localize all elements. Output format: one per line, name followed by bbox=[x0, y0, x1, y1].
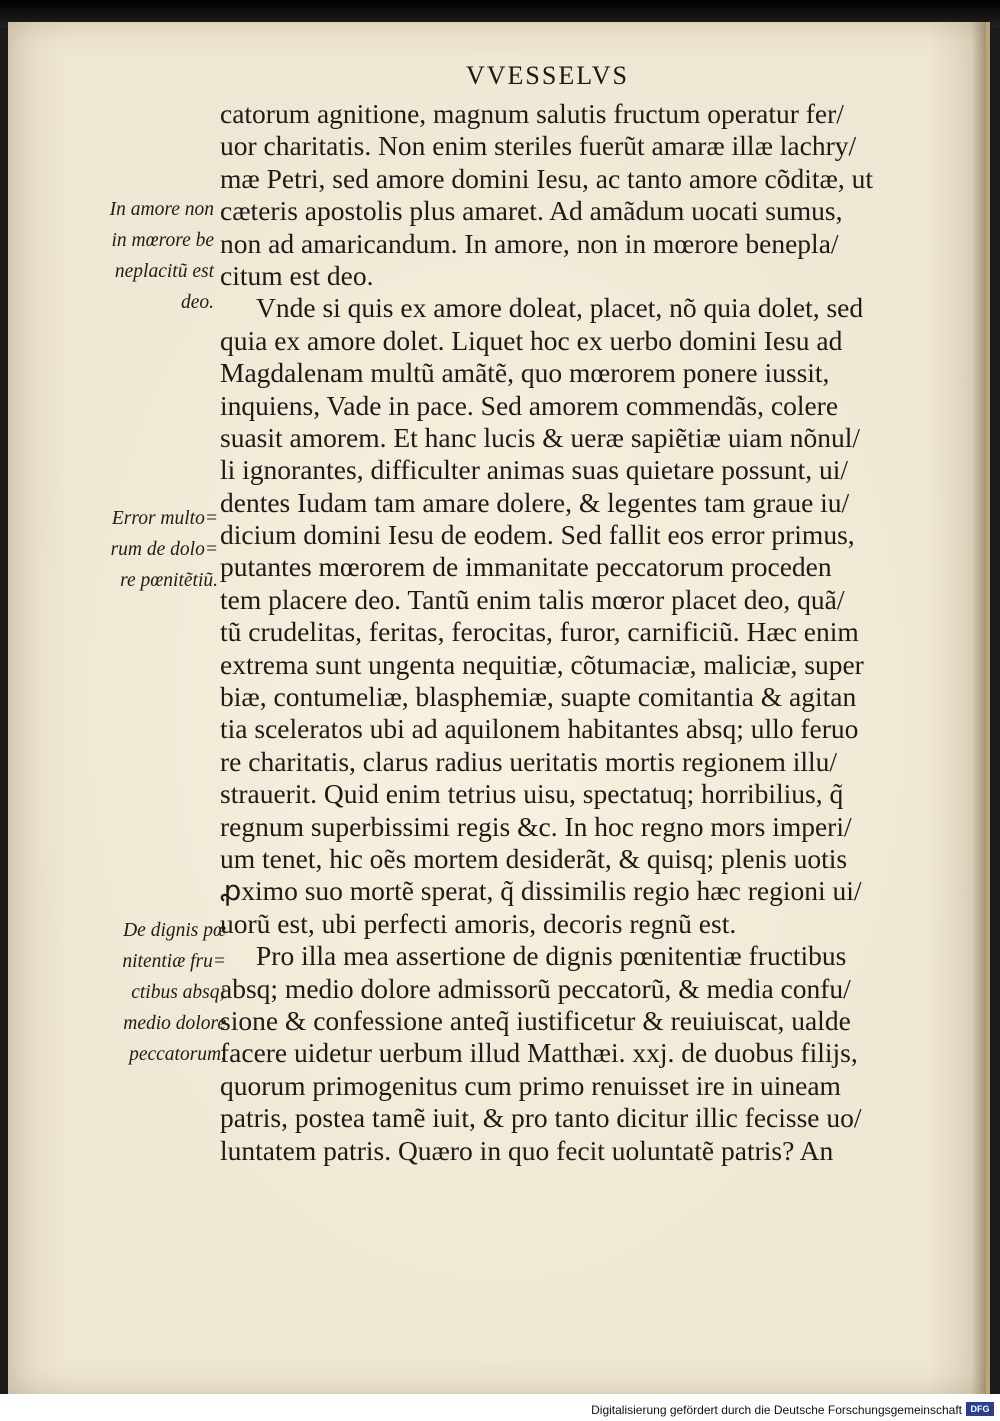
digitization-credit: Digitalisierung gefördert durch die Deutsche Forschungsgemeinschaft bbox=[591, 1403, 962, 1417]
text-line: non ad amaricandum. In amore, non in mœrore benepla/ bbox=[220, 227, 839, 259]
text-line: patris, postea tamẽ iuit, & pro tanto dicitur illic fecisse uo/ bbox=[220, 1102, 862, 1134]
margin-note-line: in mœrore be bbox=[111, 230, 214, 251]
text-line: dicium domini Iesu de eodem. Sed fallit eos error primus, bbox=[220, 519, 855, 551]
text-line: citum est deo. bbox=[220, 259, 374, 291]
text-line: luntatem patris. Quæro in quo fecit uoluntatẽ patris? An bbox=[220, 1134, 834, 1166]
text-line: dentes Iudam tam amare dolere, & legentes tam graue iu/ bbox=[220, 486, 850, 518]
text-line: re charitatis, clarus radius ueritatis mortis regionem illu/ bbox=[220, 745, 838, 777]
margin-note-line: Error multo= bbox=[111, 508, 218, 529]
text-line: catorum agnitione, magnum salutis fructum operatur fer/ bbox=[220, 98, 844, 129]
text-line: quia ex amore dolet. Liquet hoc ex uerbo domini Iesu ad bbox=[220, 324, 843, 356]
margin-note-line: re pœnitẽtiũ. bbox=[120, 570, 218, 591]
text-line: uorũ est, ubi perfecti amoris, decoris regnũ est. bbox=[220, 907, 737, 939]
text-line: putantes mœrorem de immanitate peccatorum proceden bbox=[220, 551, 832, 583]
margin-note-line: ctibus absq; bbox=[131, 982, 226, 1003]
margin-note-line: deo. bbox=[180, 292, 214, 313]
text-line: li ignorantes, difficulter animas suas quietare possunt, ui/ bbox=[220, 454, 849, 486]
text-line: mæ Petri, sed amore domini Iesu, ac tanto amore cõditæ, ut bbox=[220, 162, 873, 194]
text-line: Vnde si quis ex amore doleat, placet, nõ quia dolet, sed bbox=[256, 292, 864, 324]
body-text bbox=[220, 98, 910, 1167]
text-line: regnum superbissimi regis &c. In hoc regno mors imperi/ bbox=[220, 810, 852, 842]
text-line: tem placere deo. Tantũ enim talis mœror placet deo, quã/ bbox=[220, 583, 845, 615]
dfg-logo: DFG bbox=[966, 1402, 994, 1416]
text-line: inquiens, Vade in pace. Sed amorem commendãs, colere bbox=[220, 389, 839, 421]
text-line: sione & confessione anteq̃ iustificetur & reuiuiscat, ualde bbox=[220, 1004, 851, 1036]
margin-note-line: In amore non bbox=[109, 199, 214, 220]
text-line: facere uidetur uerbum illud Matthæi. xxj. de duobus filijs, bbox=[220, 1037, 858, 1069]
margin-note-line: De dignis pœ bbox=[123, 920, 226, 941]
text-line: suasit amorem. Et hanc lucis & ueræ sapiẽtiæ uiam nõnul/ bbox=[220, 421, 861, 453]
margin-note-line: neplacitũ est bbox=[114, 261, 214, 282]
margin-note-amore bbox=[80, 194, 214, 318]
text-line: absq; medio dolore admissorũ peccatorũ, & media confu/ bbox=[220, 972, 851, 1004]
margin-note-error bbox=[80, 503, 218, 596]
text-line: um tenet, hic oẽs mortem desiderãt, & quisq; plenis uotis bbox=[220, 842, 848, 874]
text-line: tũ crudelitas, feritas, ferocitas, furor, carnificiũ. Hæc enim bbox=[220, 616, 859, 648]
text-line: quorum primogenitus cum primo renuisset ire in uineam bbox=[220, 1069, 841, 1101]
margin-note-dignis bbox=[80, 915, 226, 1070]
text-line: extrema sunt ungenta nequitiæ, cõtumaciæ, maliciæ, super bbox=[220, 648, 864, 680]
text-line: biæ, contumeliæ, blasphemiæ, suapte comitantia & agitan bbox=[220, 681, 857, 713]
margin-note-line: nitentiæ fru= bbox=[122, 951, 226, 972]
text-line: strauerit. Quid enim tetrius uisu, spectatuq; horribilius, q̃ bbox=[220, 778, 844, 810]
margin-note-line: medio dolore bbox=[123, 1013, 226, 1034]
text-line: uor charitatis. Non enim steriles fuerũt amaræ illæ lachry/ bbox=[220, 130, 857, 162]
text-line: cæteris apostolis plus amaret. Ad amãdum uocati sumus, bbox=[220, 195, 843, 227]
margin-note-line: peccatorum. bbox=[129, 1044, 226, 1065]
text-line: Pro illa mea assertione de dignis pœnitentiæ fructibus bbox=[256, 940, 847, 972]
text-line: tia sceleratos ubi ad aquilonem habitantes absq; ullo feruo bbox=[220, 713, 859, 745]
margin-note-line: rum de dolo= bbox=[110, 539, 218, 560]
text-line: ꝓximo suo mortẽ sperat, q̃ dissimilis regio hæc regioni ui/ bbox=[220, 875, 862, 907]
running-head: VVESSELVS bbox=[466, 61, 629, 90]
text-line: Magdalenam multũ amãtẽ, quo mœrorem ponere iussit, bbox=[220, 357, 830, 389]
